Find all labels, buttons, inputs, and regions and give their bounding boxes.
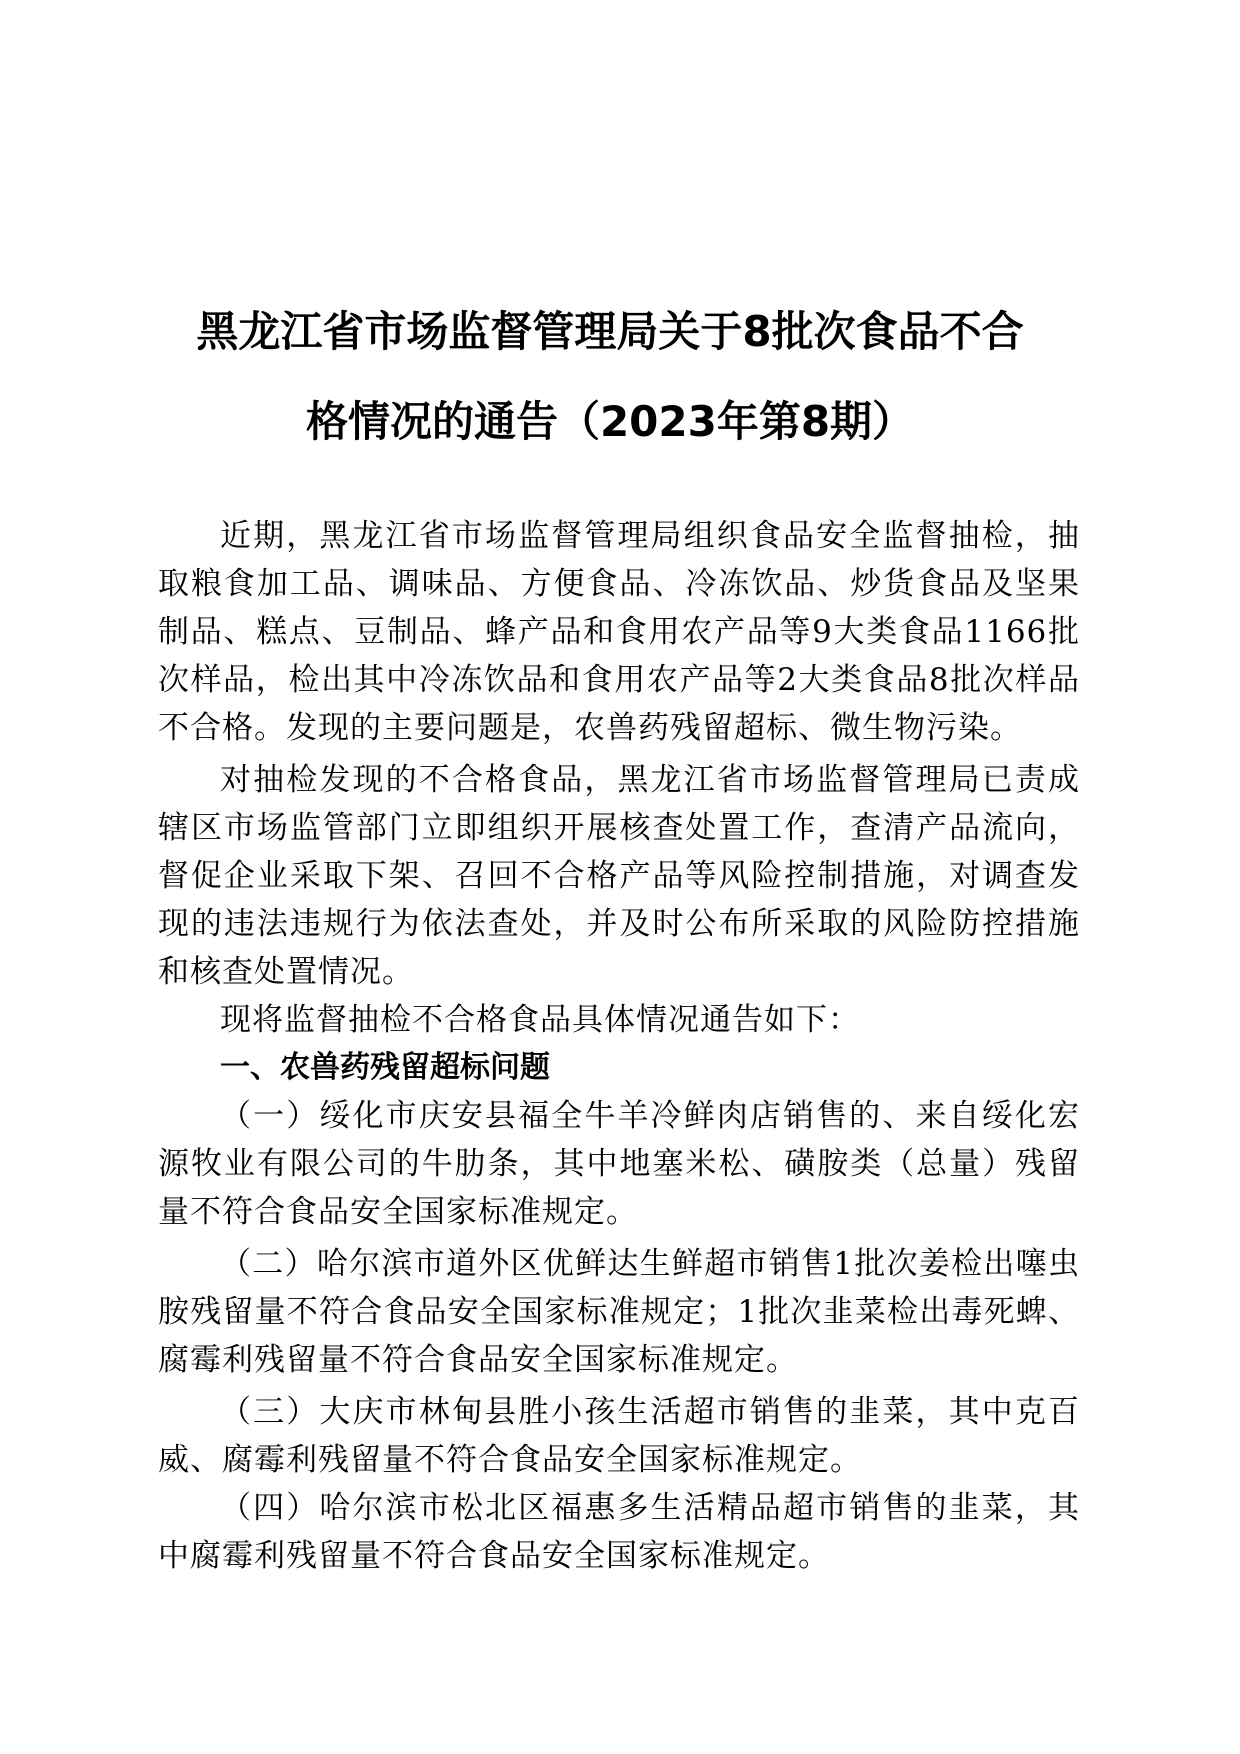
document-title-line-2: 格情况的通告（2023年第8期） xyxy=(305,397,915,446)
intro-paragraph: 近期，黑龙江省市场监督管理局组织食品安全监督抽检，抽取粮食加工品、调味品、方便食品、冷冻饮品、炒货食品及坚果制品、糕点、豆制品、蜂产品和食用农产品等9大类食品1166批次样品，检出其中冷冻饮品和食用农产品等2大类食品8批次样品不合格。发现的主要问题是，农兽药残留超标、微生物污染。 xyxy=(158,518,1080,746)
list-item-4: （四）哈尔滨市松北区福惠多生活精品超市销售的韭菜，其中腐霉利残留量不符合食品安全国家标准规定。 xyxy=(158,1490,1080,1574)
response-paragraph: 对抽检发现的不合格食品，黑龙江省市场监督管理局已责成辖区市场监管部门立即组织开展核查处置工作，查清产品流向，督促企业采取下架、召回不合格产品等风险控制措施，对调查发现的违法违规行为依法查处，并及时公布所采取的风险防控措施和核查处置情况。 xyxy=(158,762,1080,990)
section-heading-residue: 一、农兽药残留超标问题 xyxy=(220,1050,550,1085)
list-item-3: （三）大庆市林甸县胜小孩生活超市销售的韭菜，其中克百威、腐霉利残留量不符合食品安全国家标准规定。 xyxy=(158,1394,1080,1478)
document-title-line-1: 黑龙江省市场监督管理局关于8批次食品不合 xyxy=(196,307,1024,356)
list-item-2: （二）哈尔滨市道外区优鲜达生鲜超市销售1批次姜检出噻虫胺残留量不符合食品安全国家标准规定；1批次韭菜检出毒死蜱、腐霉利残留量不符合食品安全国家标准规定。 xyxy=(158,1246,1080,1378)
document-body xyxy=(158,512,1080,1580)
notice-lead-paragraph: 现将监督抽检不合格食品具体情况通告如下： xyxy=(220,1002,860,1038)
list-item-1: （一）绥化市庆安县福全牛羊冷鲜肉店销售的、来自绥化宏源牧业有限公司的牛肋条，其中地塞米松、磺胺类（总量）残留量不符合食品安全国家标准规定。 xyxy=(158,1098,1080,1230)
